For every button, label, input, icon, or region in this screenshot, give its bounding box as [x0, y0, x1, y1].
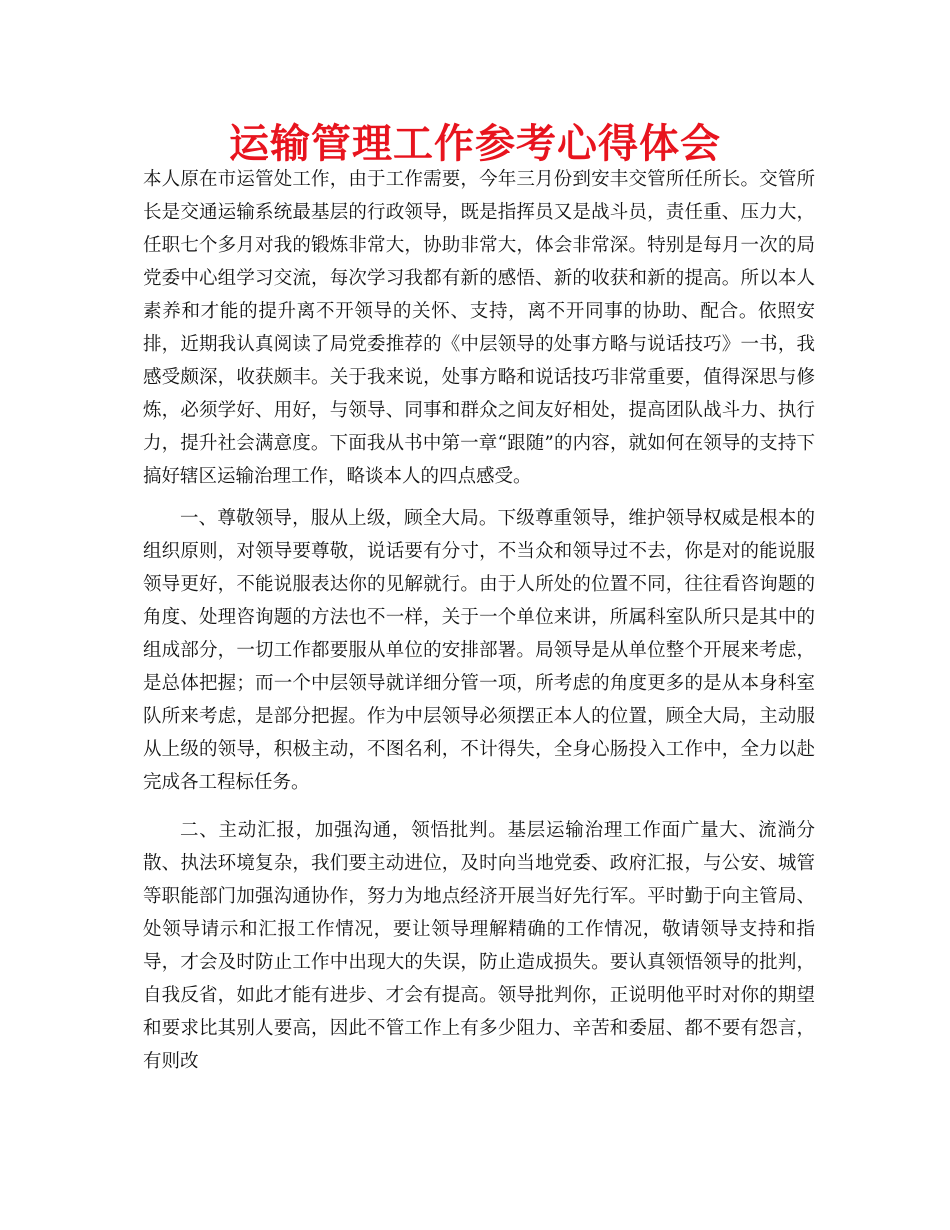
paragraph-section-one: 一、尊敬领导，服从上级，顾全大局。下级尊重领导，维护领导权威是根本的组织原则，对领导要尊敬，说话要有分寸，不当众和领导过不去，你是对的能说服领导更好，不能说服表达你的见解就行。由于人所处的位置不同，往往看咨询题的角度、处理咨询题的方法也不一样，关于一个单位来讲，所属科室队所只是其中的组成部分，一切工作都要服从单位的安排部署。局领导是从单位整个开展来考虑，是总体把握；而一个中层领导就详细分管一项，所考虑的角度更多的是从本身科室队所来考虑，是部分把握。作为中层领导必须摆正本人的位置，顾全大局，主动服从上级的领导，积极主动，不图名利，不计得失，全身心肠投入工作中，全力以赴完成各工程标任务。: [143, 508, 815, 793]
document-title: 运输管理工作参考心得体会: [229, 121, 721, 167]
paragraph-section-two: 二、主动汇报，加强沟通，领悟批判。基层运输治理工作面广量大、流淌分散、执法环境复杂，我们要主动进位，及时向当地党委、政府汇报，与公安、城管等职能部门加强沟通协作，努力为地点经济开展当好先行军。平时勤于向主管局、处领导请示和汇报工作情况，要让领导理解精确的工作情况，敬请领导支持和指导，才会及时防止工作中出现大的失误，防止造成损失。要认真领悟领导的批判，自我反省，如此才能有进步、才会有提高。领导批判你，正说明他平时对你的期望和要求比其别人要高，因此不管工作上有多少阻力、辛苦和委屈、都不要有怨言，有则改: [143, 820, 815, 1072]
paragraph-intro: 本人原在市运管处工作，由于工作需要，今年三月份到安丰交管所任所长。交管所长是交通运输系统最基层的行政领导，既是指挥员又是战斗员，责任重、压力大，任职七个多月对我的锻炼非常大，协助非常大，体会非常深。特别是每月一次的局党委中心组学习交流，每次学习我都有新的感悟、新的收获和新的提高。所以本人素养和才能的提升离不开领导的关怀、支持，离不开同事的协助、配合。依照安排，近期我认真阅读了局党委推荐的《中层领导的处事方略与说话技巧》一书，我感受颇深，收获颇丰。关于我来说，处事方略和说话技巧非常重要，值得深思与修炼，必须学好、用好，与领导、同事和群众之间友好相处，提高团队战斗力、执行力，提升社会满意度。下面我从书中第一章“跟随”的内容，就如何在领导的支持下搞好辖区运输治理工作，略谈本人的四点感受。: [143, 169, 815, 487]
document-body: [143, 163, 815, 1078]
